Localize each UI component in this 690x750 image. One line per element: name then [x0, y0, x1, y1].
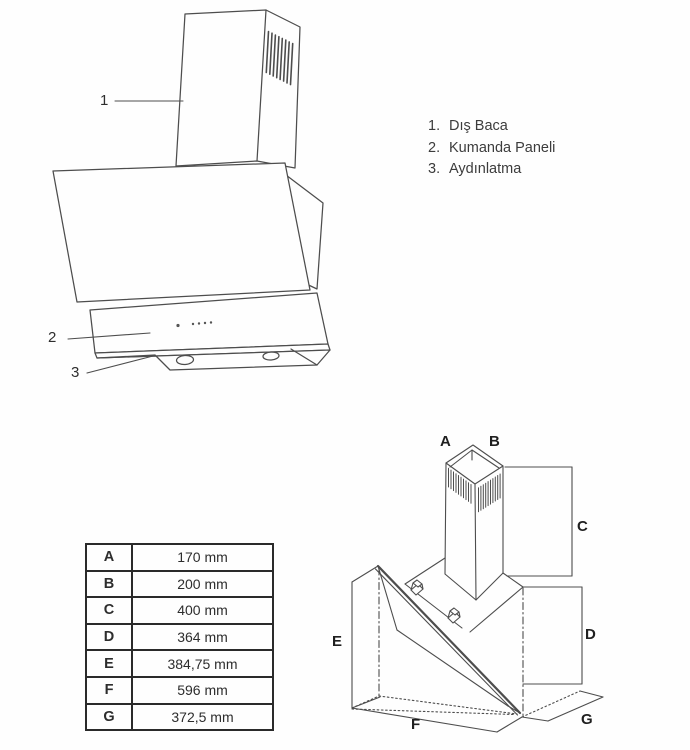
dim-label-a: A	[440, 433, 451, 450]
table-row	[86, 544, 273, 571]
legend-item-number: 3.	[428, 161, 441, 177]
table-row	[86, 650, 273, 677]
dim-value-cell: 200 mm	[132, 571, 273, 598]
mounting-brackets	[411, 580, 460, 623]
legend-item-label: Dış Baca	[449, 118, 508, 134]
legend-item-label: Kumanda Paneli	[449, 139, 556, 156]
dim-c-extent	[505, 467, 572, 576]
table-row	[86, 597, 273, 624]
dim-value-cell: 384,75 mm	[132, 650, 273, 677]
callout-3-label: 3	[71, 364, 80, 381]
table-row	[86, 677, 273, 704]
legend-item	[428, 116, 555, 138]
glass-front-panel	[53, 163, 310, 302]
dim-letter-cell: G	[86, 704, 132, 731]
diagram-chimney	[445, 445, 503, 600]
dim-letter-cell: E	[86, 650, 132, 677]
dim-letter-cell: A	[86, 544, 132, 571]
legend-item-number: 2.	[428, 139, 441, 156]
dim-label-c: C	[577, 518, 588, 535]
table-row	[86, 571, 273, 598]
diagram-glass-panel	[376, 566, 521, 715]
diagram-floor	[352, 696, 522, 732]
dim-label-f: F	[411, 716, 421, 733]
dim-d-extent	[523, 587, 582, 716]
dim-value-cell: 596 mm	[132, 677, 273, 704]
legend-item-label: Aydınlatma	[449, 161, 522, 177]
table-row	[86, 704, 273, 731]
dim-value-cell: 372,5 mm	[132, 704, 273, 731]
legend-item-number: 1.	[428, 118, 441, 134]
control-panel-strip	[90, 293, 330, 358]
callout-2-label: 2	[48, 329, 57, 346]
dim-value-cell: 364 mm	[132, 624, 273, 651]
legend-item	[428, 159, 555, 181]
parts-legend	[428, 116, 555, 181]
chimney-duct	[176, 10, 300, 168]
dim-letter-cell: F	[86, 677, 132, 704]
dim-e-extent	[352, 566, 380, 708]
diagram-body-top	[405, 558, 523, 632]
dim-label-b: B	[489, 433, 500, 450]
dim-label-d: D	[585, 626, 596, 643]
table-row	[86, 624, 273, 651]
legend-item	[428, 138, 555, 160]
dim-value-cell: 170 mm	[132, 544, 273, 571]
callout-1-label: 1	[100, 92, 109, 109]
dim-letter-cell: D	[86, 624, 132, 651]
dimensions-table	[85, 543, 274, 731]
dim-letter-cell: C	[86, 597, 132, 624]
dim-letter-cell: B	[86, 571, 132, 598]
dim-label-g: G	[581, 711, 593, 728]
hood-isometric-figure	[40, 0, 340, 400]
dimension-diagram-figure	[330, 430, 620, 740]
dim-label-e: E	[332, 633, 343, 650]
dim-value-cell: 400 mm	[132, 597, 273, 624]
